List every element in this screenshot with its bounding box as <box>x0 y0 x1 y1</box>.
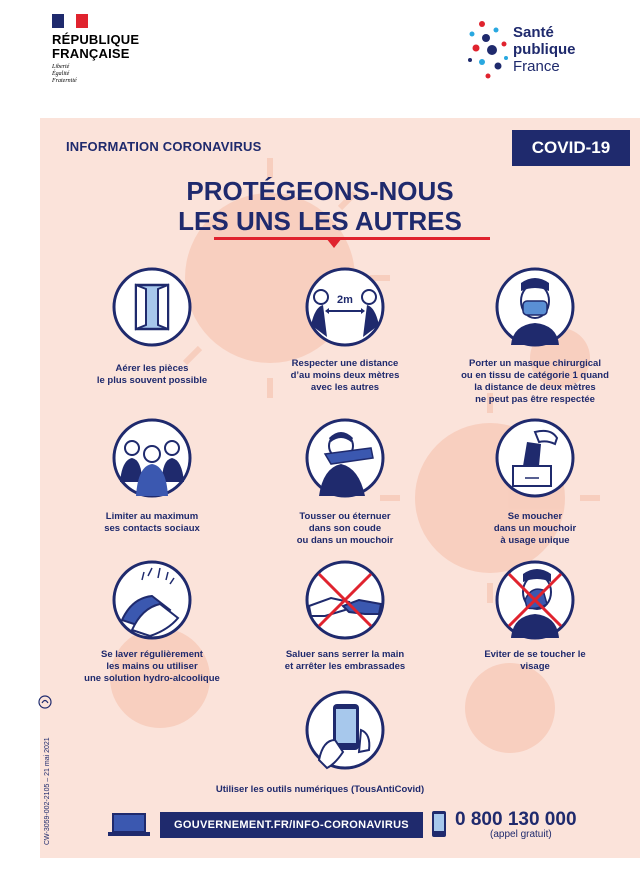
caption-line: les mains ou utiliser <box>106 661 198 672</box>
hand-washing-icon <box>112 560 192 640</box>
gesture-caption-saluer <box>255 649 435 673</box>
caption-line: et arrêter les embrassades <box>284 661 406 672</box>
gesture-caption-contacts <box>72 511 232 535</box>
website-link[interactable]: GOUVERNEMENT.FR/INFO-CORONAVIRUS <box>160 812 423 838</box>
gesture-caption-tousser <box>265 511 425 547</box>
no-handshake-icon <box>305 560 385 640</box>
gesture-caption-distance <box>255 358 435 394</box>
caption-line: ou dans un mouchoir <box>296 535 394 546</box>
phone-note: (appel gratuit) <box>490 829 552 840</box>
spf-line3: France <box>513 58 560 75</box>
gesture-caption-aerer <box>62 363 242 387</box>
motto-egalite: Égalité <box>52 71 70 77</box>
caption-line: Saluer sans serrer la main <box>285 649 405 660</box>
distance-icon <box>305 267 385 347</box>
spf-line2: publique <box>513 41 576 58</box>
caption-line: avec les autres <box>310 382 380 393</box>
caption-line: une solution hydro-alcoolique <box>84 673 220 684</box>
headline-underline <box>214 237 490 240</box>
republic-name-line1: RÉPUBLIQUE <box>52 32 140 47</box>
headline-line2: LES UNS LES AUTRES <box>178 206 462 236</box>
caption-line: d’au moins deux mètres <box>290 370 400 381</box>
caption-line: Porter un masque chirurgical <box>469 358 601 369</box>
caption-line: ses contacts sociaux <box>104 523 200 534</box>
gesture-caption-laver <box>62 649 242 685</box>
caption-line: à usage unique <box>500 535 570 546</box>
caption-line: Aérer les pièces <box>115 363 189 374</box>
caption-line: ou en tissu de catégorie 1 quand <box>461 370 609 381</box>
distance-label: 2m <box>337 294 353 306</box>
phone-icon <box>430 810 448 838</box>
caption-line: le plus souvent possible <box>96 375 208 386</box>
caption-line: dans son coude <box>308 523 382 534</box>
phone-number[interactable]: 0 800 130 000 <box>455 809 577 830</box>
document-code: CW-3059-002-2105 – 21 mai 2021 <box>44 737 51 845</box>
sante-publique-france-logo <box>513 24 576 75</box>
republic-name-line2: FRANÇAISE <box>52 46 130 61</box>
caption-line: Se laver régulièrement <box>101 649 203 660</box>
caption-line: Se moucher <box>507 511 563 522</box>
caption-line: Utiliser les outils numériques (TousAntiCovid) <box>215 784 425 795</box>
headline-line1: PROTÉGEONS-NOUS <box>186 176 454 206</box>
caption-line: Respecter une distance <box>291 358 399 369</box>
covid-badge: COVID-19 <box>512 130 630 166</box>
caption-line: Eviter de se toucher le <box>484 649 586 660</box>
information-title: INFORMATION CORONAVIRUS <box>66 139 262 154</box>
caption-line: ne peut pas être respectée <box>475 394 595 405</box>
spf-line1: Santé <box>513 24 554 41</box>
french-flag-icon <box>52 14 88 28</box>
mask-icon <box>495 267 575 347</box>
gesture-caption-visage <box>460 649 610 673</box>
caption-line: visage <box>520 661 550 672</box>
laptop-icon <box>108 812 150 838</box>
gesture-caption-numerique <box>170 784 470 796</box>
motto-fraternite: Fraternité <box>52 78 77 84</box>
caption-line: Tousser ou éternuer <box>299 511 391 522</box>
speech-tick-icon <box>326 238 342 248</box>
recycle-icon <box>38 695 52 709</box>
no-face-touch-icon <box>495 560 575 640</box>
caption-line: dans un mouchoir <box>493 523 577 534</box>
cough-elbow-icon <box>305 418 385 498</box>
republique-francaise-logo <box>52 14 162 85</box>
caption-line: Limiter au maximum <box>105 511 199 522</box>
gesture-caption-moucher <box>460 511 610 547</box>
open-window-icon <box>112 267 192 347</box>
tissue-box-icon <box>495 418 575 498</box>
smartphone-app-icon <box>305 690 385 770</box>
motto-liberte: Liberté <box>52 64 70 70</box>
gesture-caption-masque <box>450 358 620 406</box>
caption-line: la distance de deux mètres <box>474 382 596 393</box>
group-of-people-icon <box>112 418 192 498</box>
